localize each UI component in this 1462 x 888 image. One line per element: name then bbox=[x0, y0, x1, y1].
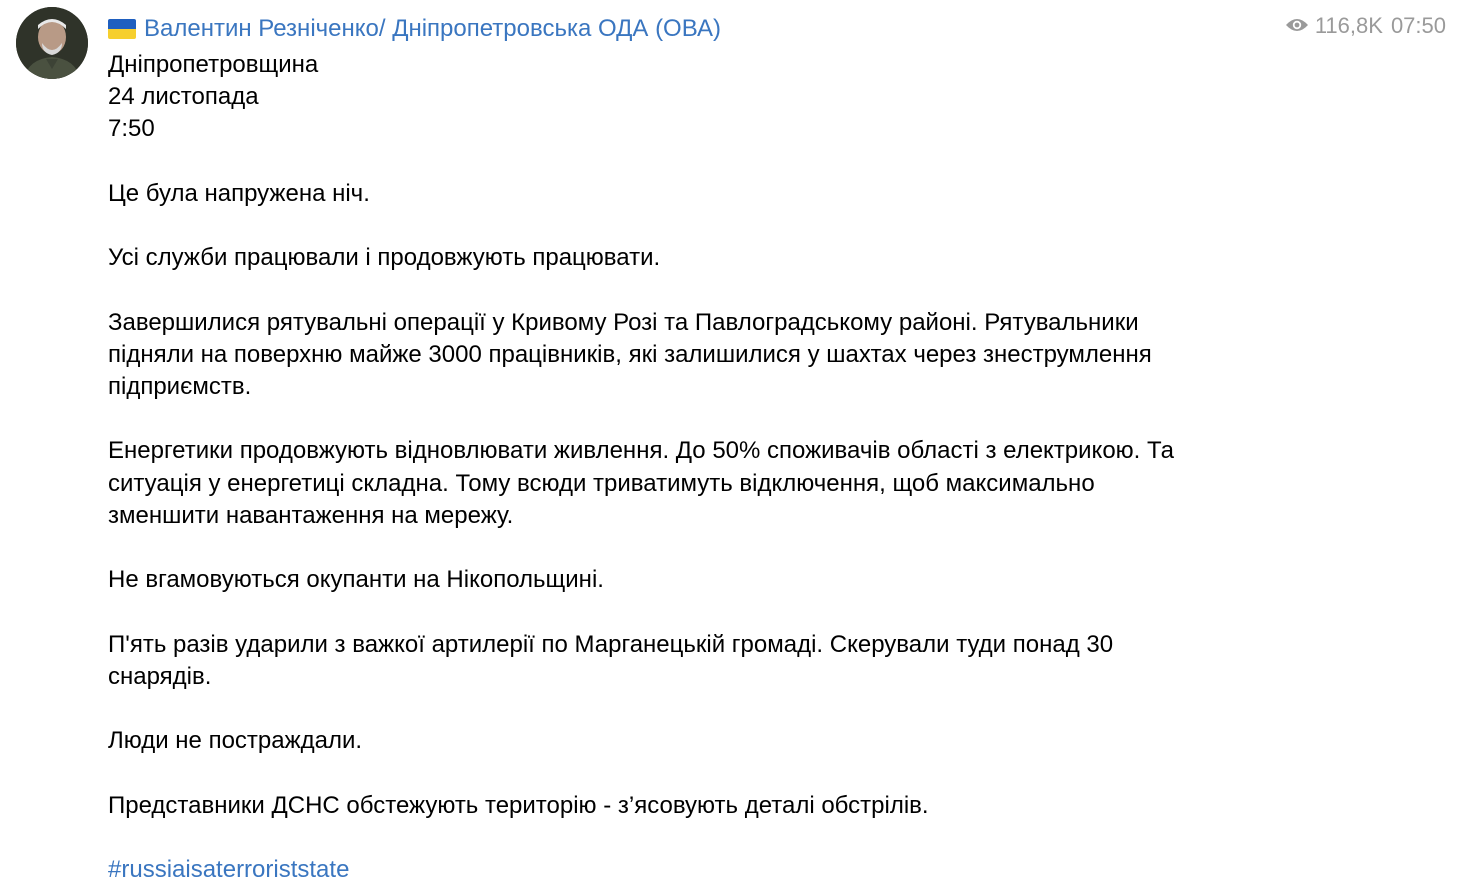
ukraine-flag-icon bbox=[108, 19, 136, 39]
paragraph-line: Енергетики продовжують відновлювати живлення. До 50% споживачів області з електрикою. Та bbox=[108, 437, 1174, 465]
paragraph bbox=[108, 435, 1408, 532]
paragraph bbox=[108, 790, 1408, 822]
paragraph bbox=[108, 178, 1408, 210]
paragraph bbox=[108, 629, 1408, 693]
paragraph-line: Не вгамовуються окупанти на Нікопольщині. bbox=[108, 566, 604, 594]
paragraph-line: снарядів. bbox=[108, 662, 212, 690]
date-line: 24 листопада bbox=[108, 83, 259, 111]
paragraph-line: Завершилися рятувальні операції у Кривому Розі та Павлоградському районі. Рятувальники bbox=[108, 308, 1139, 336]
message-time: 07:50 bbox=[1390, 13, 1446, 38]
header-block bbox=[108, 49, 1408, 146]
message-body bbox=[108, 49, 1408, 886]
message-meta bbox=[1285, 12, 1446, 40]
paragraph-line: П'ять разів ударили з важкої артилерії по Марганецькій громаді. Скерували туди понад 30 bbox=[108, 630, 1114, 658]
paragraph-line: ситуація у енергетиці складна. Тому всюди триватимуть відключення, щоб максимально bbox=[108, 469, 1095, 497]
paragraph bbox=[108, 725, 1408, 757]
paragraph bbox=[108, 242, 1408, 274]
paragraph bbox=[108, 564, 1408, 596]
paragraph-line: Це була напружена ніч. bbox=[108, 179, 370, 207]
paragraph bbox=[108, 307, 1408, 404]
message-header bbox=[108, 11, 721, 47]
paragraph-line: підняли на поверхню майже 3000 працівників, які залишилися у шахтах через знеструмлення bbox=[108, 340, 1152, 368]
region-line: Дніпропетровщина bbox=[108, 51, 319, 78]
paragraph-line: Люди не постраждали. bbox=[108, 727, 363, 755]
view-count: 116,8K bbox=[1314, 13, 1383, 38]
paragraph-line: підприємств. bbox=[108, 372, 252, 400]
channel-avatar[interactable] bbox=[16, 7, 88, 79]
paragraph-line: Представники ДСНС обстежують територію - з’ясовують деталі обстрілів. bbox=[108, 791, 929, 819]
channel-author-name[interactable]: Валентин Резніченко/ Дніпропетровська ОДА (ОВА) bbox=[144, 15, 721, 42]
eye-icon bbox=[1285, 13, 1309, 39]
avatar-portrait-icon bbox=[16, 7, 88, 79]
paragraph-line: зменшити навантаження на мережу. bbox=[108, 501, 514, 529]
hashtag-link[interactable]: #russiaisaterroriststate bbox=[108, 855, 350, 883]
paragraph-line: Усі служби працювали і продовжують працювати. bbox=[108, 244, 661, 272]
time-line: 7:50 bbox=[108, 115, 155, 143]
